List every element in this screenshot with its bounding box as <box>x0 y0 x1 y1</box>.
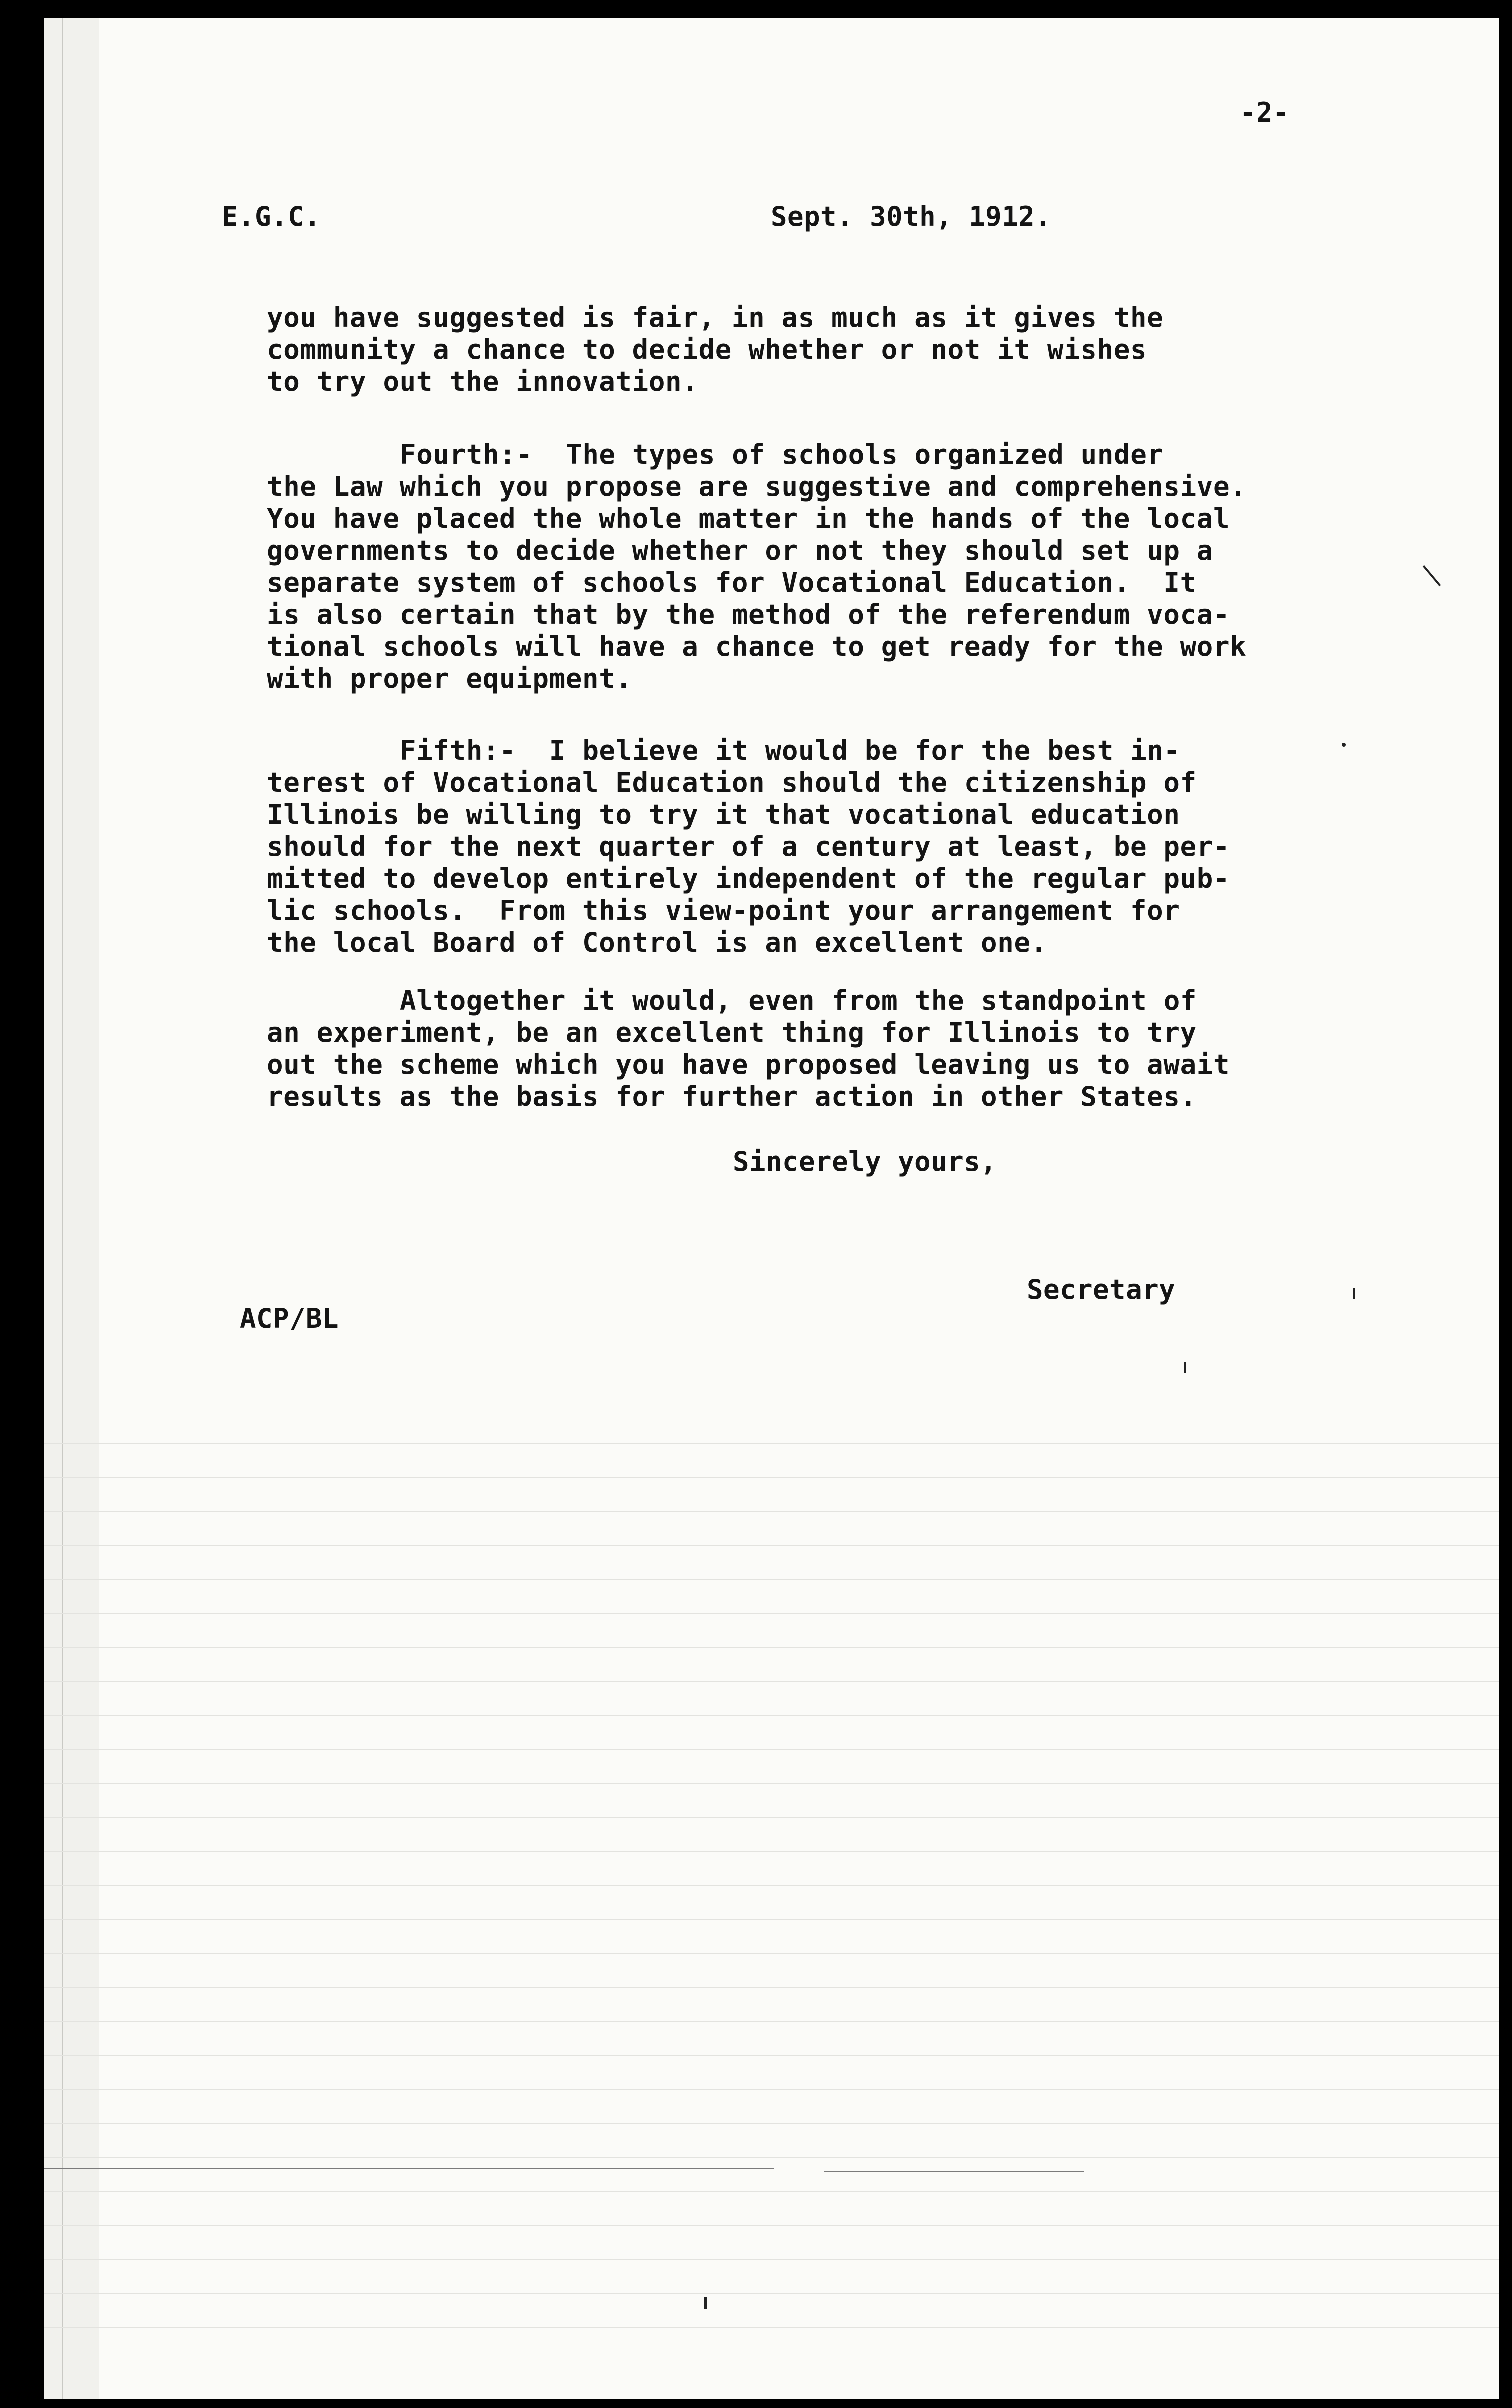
ruled-line <box>44 2327 1499 2328</box>
ruled-line <box>44 2293 1499 2294</box>
paragraph-heading-fourth: Fourth:- The types of schools organized under <box>400 439 1164 470</box>
ruled-line <box>44 2089 1499 2090</box>
body-line: an experiment, be an excellent thing for Illinois to try <box>267 1017 1197 1048</box>
ruled-line <box>44 1477 1499 1478</box>
closing: Sincerely yours, <box>733 1146 998 1178</box>
body-line: tional schools will have a chance to get ready for the work <box>267 631 1247 662</box>
ruled-line <box>44 1817 1499 1818</box>
ruled-line <box>44 1851 1499 1852</box>
ruled-line <box>44 1579 1499 1580</box>
ruled-line <box>44 1715 1499 1716</box>
letter-date: Sept. 30th, 1912. <box>771 201 1052 232</box>
ruled-line <box>44 2123 1499 2124</box>
scan-streak <box>44 2168 774 2170</box>
letter-page <box>44 18 1499 2399</box>
page-number: -2- <box>1240 97 1290 128</box>
body-line: out the scheme which you have proposed leaving us to await <box>267 1049 1230 1080</box>
body-line: the Law which you propose are suggestive and comprehensive. <box>267 471 1247 502</box>
ruled-line <box>44 1681 1499 1682</box>
body-line: You have placed the whole matter in the hands of the local <box>267 503 1230 534</box>
body-line: is also certain that by the method of the referendum voca- <box>267 599 1230 630</box>
ruled-line <box>44 1885 1499 1886</box>
ruled-line <box>44 2259 1499 2260</box>
ruled-line <box>44 2191 1499 2192</box>
scan-streak <box>824 2171 1084 2172</box>
body-line: should for the next quarter of a century at least, be per- <box>267 831 1230 862</box>
reference-initials: ACP/BL <box>240 1303 340 1334</box>
stray-mark <box>1184 1362 1186 1373</box>
body-line: results as the basis for further action in other States. <box>267 1081 1197 1112</box>
ruled-line <box>44 1545 1499 1546</box>
paragraph-altogether: Altogether it would, even from the standpoint of <box>400 985 1198 1016</box>
paper-edge-band <box>44 18 99 2399</box>
body-line: mitted to develop entirely independent of the regular pub- <box>267 863 1230 894</box>
ruled-line <box>44 1987 1499 1988</box>
ruled-line <box>44 1919 1499 1920</box>
stray-mark <box>1423 566 1441 586</box>
stray-mark <box>1353 1288 1355 1299</box>
ruled-line <box>44 1511 1499 1512</box>
body-line: lic schools. From this view-point your arrangement for <box>267 895 1180 926</box>
body-line: with proper equipment. <box>267 663 632 694</box>
body-line: separate system of schools for Vocational Education. It <box>267 567 1197 598</box>
body-line: Illinois be willing to try it that vocational education <box>267 799 1180 830</box>
paragraph-heading-fifth: Fifth:- I believe it would be for the best in- <box>400 735 1180 766</box>
body-line: community a chance to decide whether or not it wishes <box>267 334 1148 366</box>
ruled-line <box>44 2021 1499 2022</box>
ruled-line <box>44 1953 1499 1954</box>
ruled-line <box>44 1783 1499 1784</box>
stray-mark <box>1342 743 1346 747</box>
recipient-initials: E.G.C. <box>222 201 322 232</box>
ruled-line <box>44 1647 1499 1648</box>
body-line: you have suggested is fair, in as much as it gives the <box>267 302 1164 334</box>
ruled-line <box>44 1613 1499 1614</box>
body-line: terest of Vocational Education should the citizenship of <box>267 767 1197 798</box>
ruled-line <box>44 1443 1499 1444</box>
paper-edge-line <box>62 18 64 2399</box>
ruled-line <box>44 1749 1499 1750</box>
body-line: governments to decide whether or not they should set up a <box>267 535 1214 566</box>
ruled-line <box>44 2225 1499 2226</box>
signature-title: Secretary <box>1027 1274 1176 1306</box>
body-line: the local Board of Control is an excellent one. <box>267 927 1048 958</box>
stray-mark <box>704 2297 707 2309</box>
body-line: to try out the innovation. <box>267 366 699 398</box>
ruled-line <box>44 2157 1499 2158</box>
ruled-line <box>44 2055 1499 2056</box>
